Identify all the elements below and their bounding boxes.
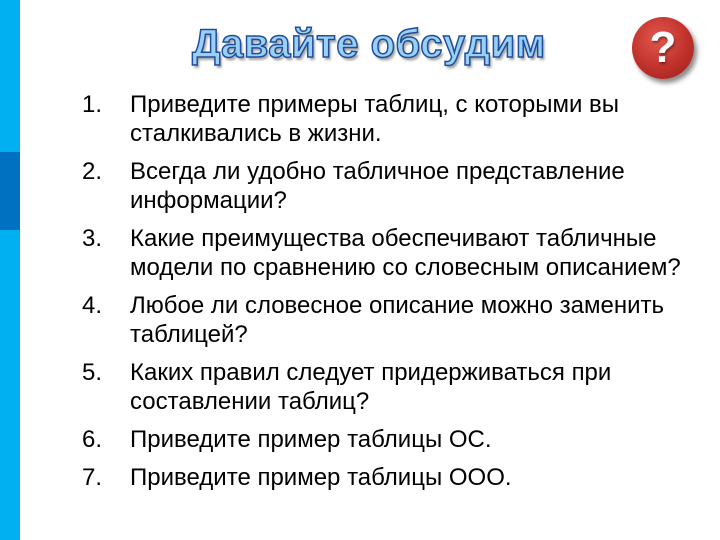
item-number: 7.	[82, 464, 103, 491]
item-number: 1.	[82, 91, 103, 118]
item-text: Приведите пример таблицы ОС.	[130, 426, 492, 453]
item-text: Любое ли словесное описание можно заменить таблицей?	[130, 292, 665, 348]
slide-title: Давайте обсудим	[192, 22, 546, 66]
list-item	[82, 157, 682, 215]
list-item	[82, 224, 682, 282]
left-accent-bar	[0, 0, 20, 540]
accent-bar-top-segment	[0, 0, 20, 152]
question-badge	[632, 17, 694, 79]
question-list	[82, 90, 682, 501]
list-item	[82, 358, 682, 416]
list-item	[82, 291, 682, 349]
item-number: 5.	[82, 359, 103, 386]
list-item	[82, 90, 682, 148]
item-text: Каких правил следует придерживаться при составлении таблиц?	[130, 359, 612, 415]
item-number: 3.	[82, 225, 103, 252]
item-text: Приведите пример таблицы ООО.	[130, 464, 512, 491]
item-number: 2.	[82, 158, 103, 185]
accent-bar-middle-segment	[0, 152, 20, 230]
list-item	[82, 463, 682, 492]
item-number: 6.	[82, 426, 103, 453]
question-mark-icon: ?	[649, 23, 677, 72]
accent-bar-bottom-segment	[0, 230, 20, 540]
item-text: Какие преимущества обеспечивают табличные модели по сравнению со словесным описанием?	[130, 225, 681, 281]
list-item	[82, 425, 682, 454]
item-text: Всегда ли удобно табличное представление информации?	[130, 158, 625, 214]
item-number: 4.	[82, 292, 103, 319]
item-text: Приведите примеры таблиц, с которыми вы сталкивались в жизни.	[130, 91, 620, 147]
